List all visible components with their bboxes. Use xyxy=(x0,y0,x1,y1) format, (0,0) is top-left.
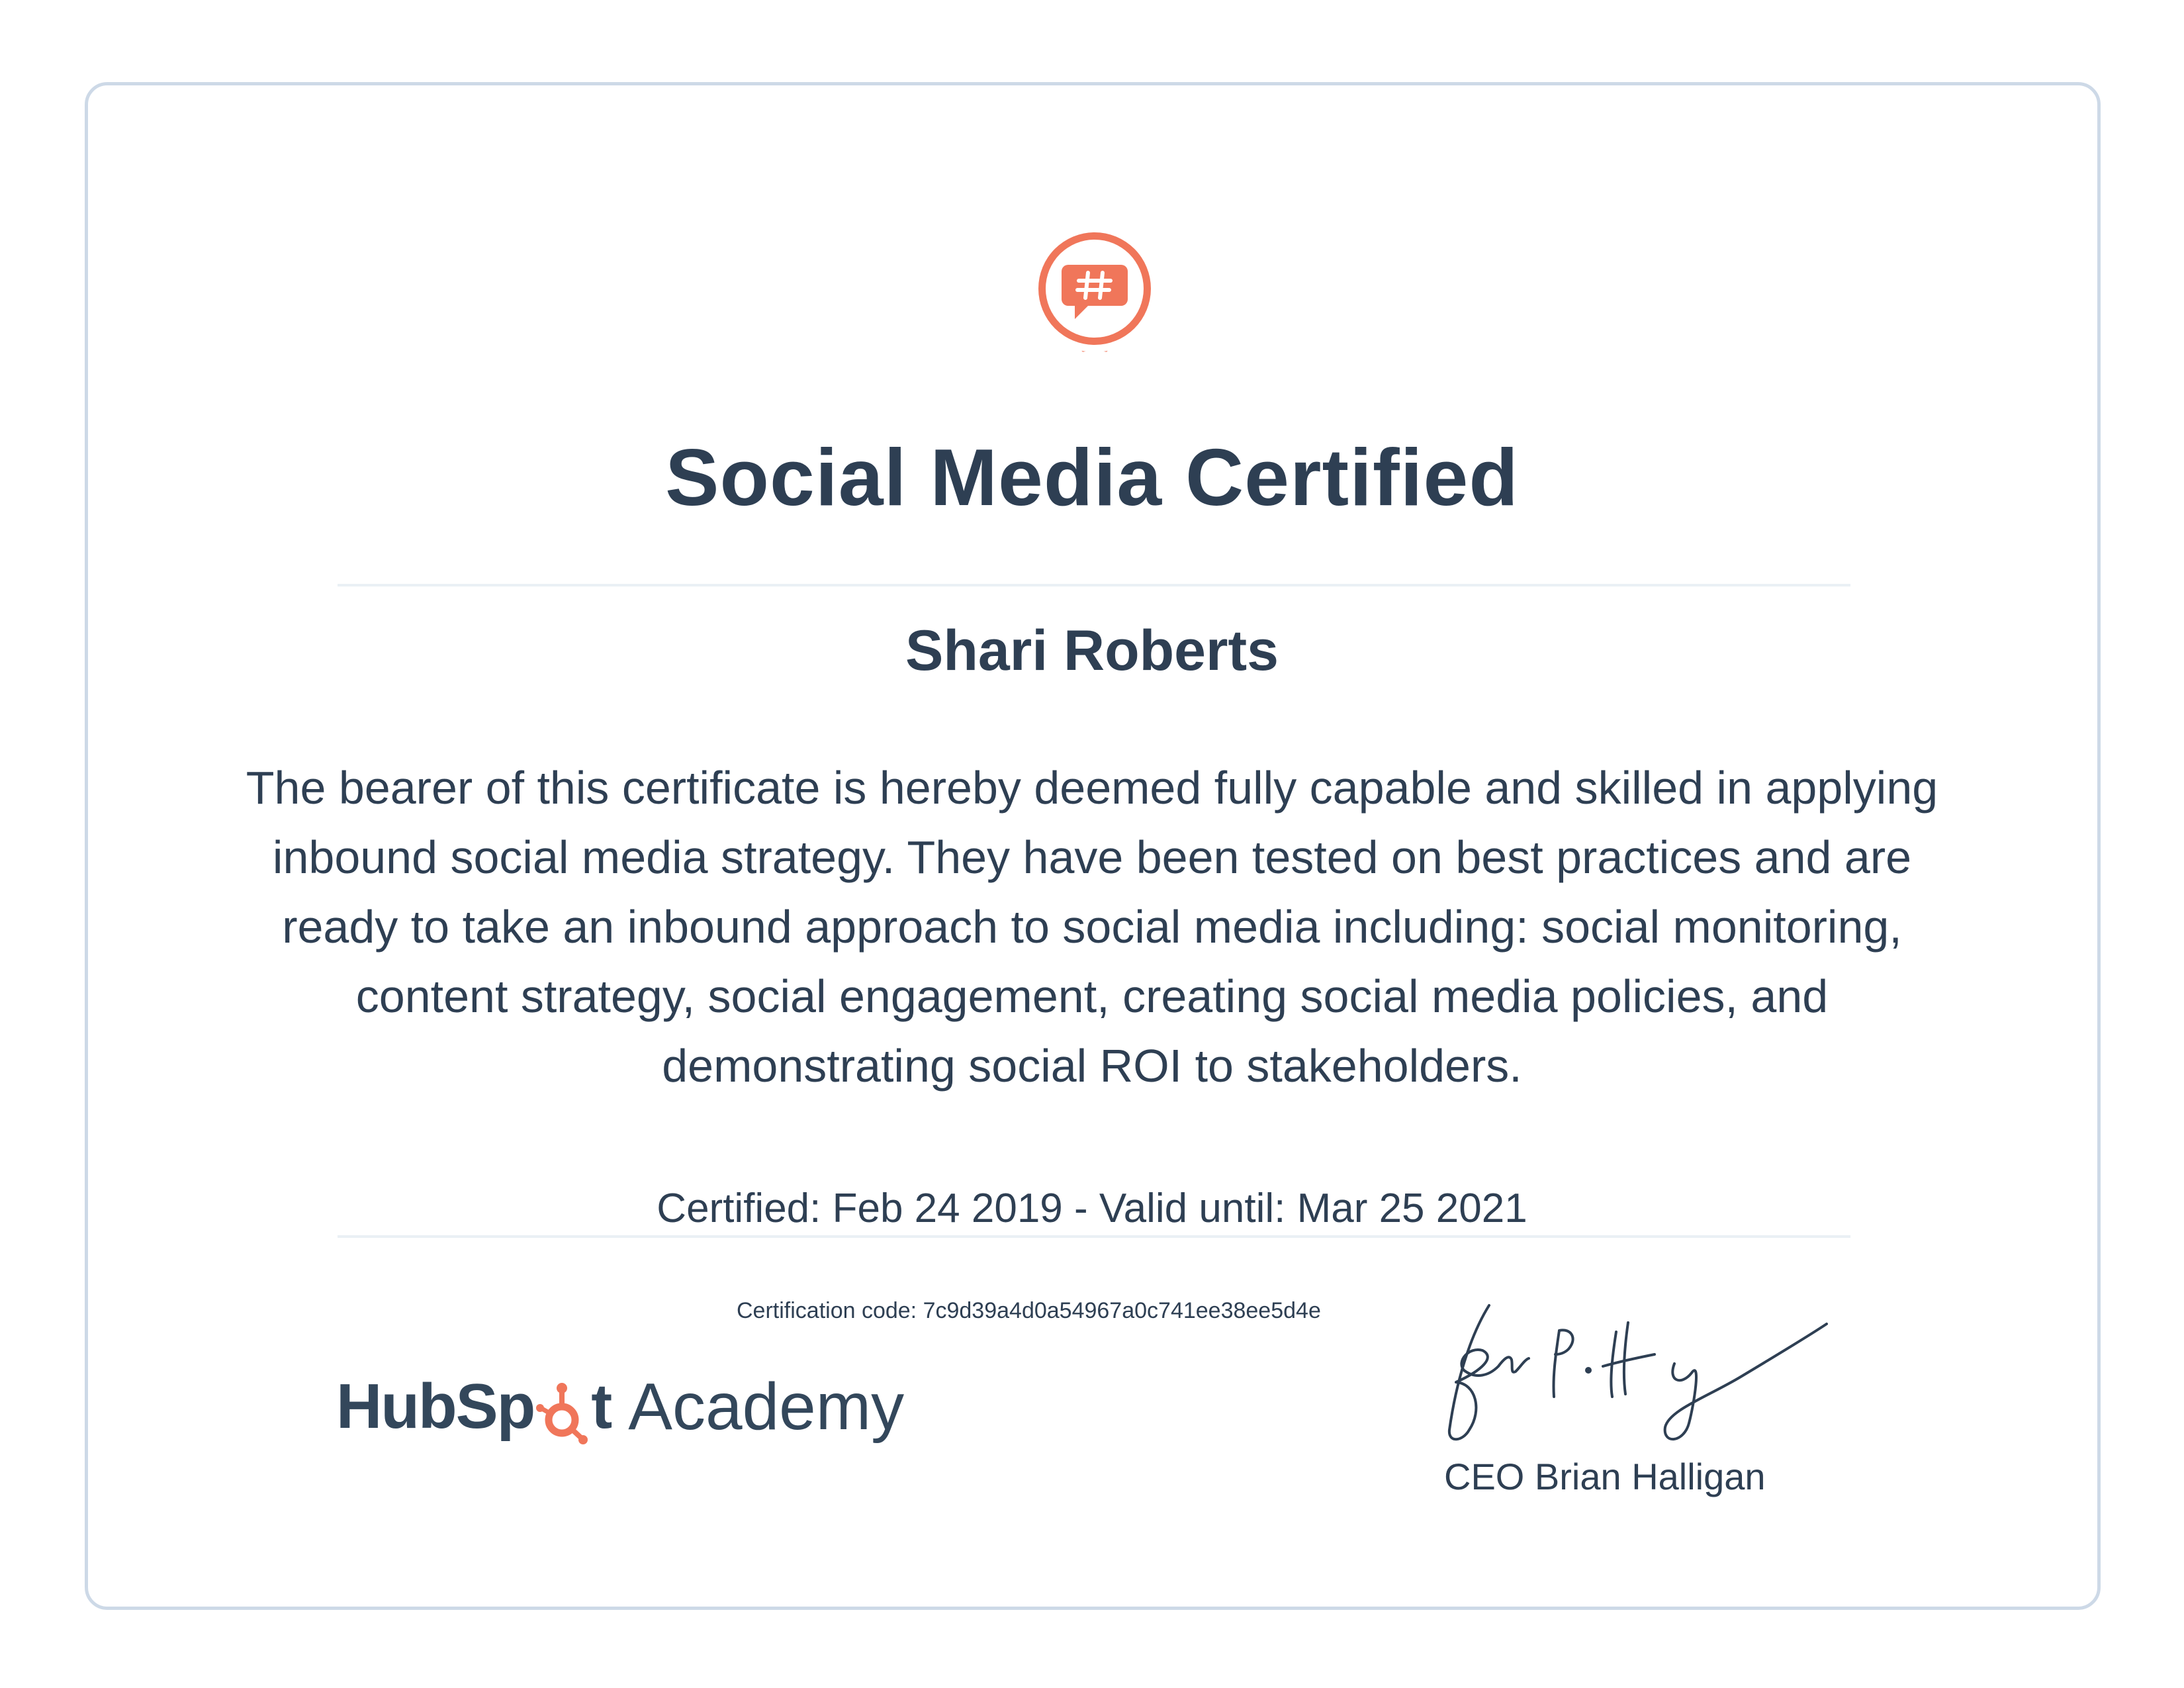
ceo-signature xyxy=(1430,1297,1840,1450)
title-divider xyxy=(338,584,1850,586)
logo-wordmark-t: t xyxy=(591,1371,612,1442)
certification-code: Certification code: 7c9d39a4d0a54967a0c741ee38ee5d4e xyxy=(737,1298,1321,1323)
certificate-title: Social Media Certified xyxy=(665,432,1519,522)
footer-divider xyxy=(338,1235,1850,1238)
sprocket-icon xyxy=(535,1382,590,1445)
recipient-name: Shari Roberts xyxy=(905,619,1279,682)
social-media-badge-icon xyxy=(1010,204,1179,373)
hubspot-academy-logo xyxy=(336,1364,904,1450)
certification-dates: Certified: Feb 24 2019 - Valid until: Mar 25 2021 xyxy=(657,1186,1527,1231)
logo-wordmark-hubsp: HubSp xyxy=(336,1371,535,1442)
logo-wordmark-academy: Academy xyxy=(628,1369,905,1444)
signer-title: CEO Brian Halligan xyxy=(1444,1456,1766,1497)
certificate-description: The bearer of this certificate is hereby deemed fully capable and skilled in applying inbound social media strategy. They have been tested on best practices and are ready to take an inbound approach to social media including: social monitoring, content strategy, social engagement, creating social media policies, and demonstrating social ROI to stakeholders. xyxy=(246,762,1938,1092)
